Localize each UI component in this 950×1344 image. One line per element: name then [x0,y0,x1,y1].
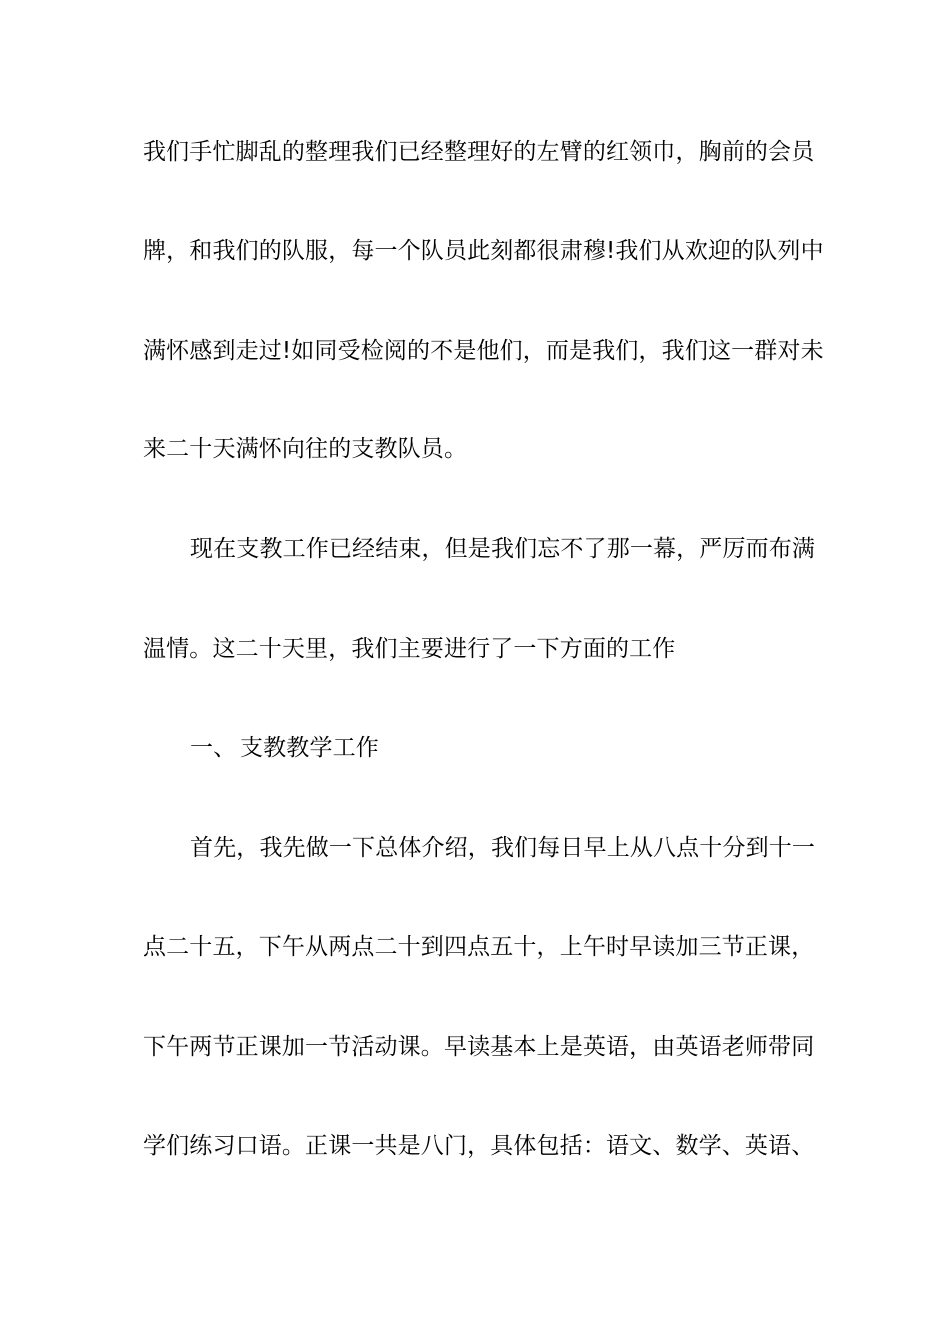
paragraph-line: 下午两节正课加一节活动课。早读基本上是英语，由英语老师带同 [143,1034,815,1060]
paragraph-line: 学们练习口语。正课一共是八门，具体包括：语文、数学、英语、 [143,1133,815,1159]
paragraph-line: 牌，和我们的队服，每一个队员此刻都很肃穆!我们从欢迎的队列中 [143,238,824,264]
section-heading-number: 一、 [190,735,237,761]
paragraph-line: 来二十天满怀向往的支教队员。 [143,436,468,462]
section-heading-title: 支教教学工作 [240,735,379,761]
paragraph-line: 温情。这二十天里，我们主要进行了一下方面的工作 [143,636,676,662]
paragraph-line: 首先，我先做一下总体介绍，我们每日早上从八点十分到十一 [190,835,816,861]
paragraph-line: 满怀感到走过!如同受检阅的不是他们，而是我们，我们这一群对未 [143,338,824,364]
paragraph-line: 我们手忙脚乱的整理我们已经整理好的左臂的红领巾，胸前的会员 [143,139,815,165]
paragraph-line: 现在支教工作已经结束，但是我们忘不了那一幕，严厉而布满 [190,536,816,562]
paragraph-line: 点二十五，下午从两点二十到四点五十，上午时早读加三节正课， [143,934,815,960]
